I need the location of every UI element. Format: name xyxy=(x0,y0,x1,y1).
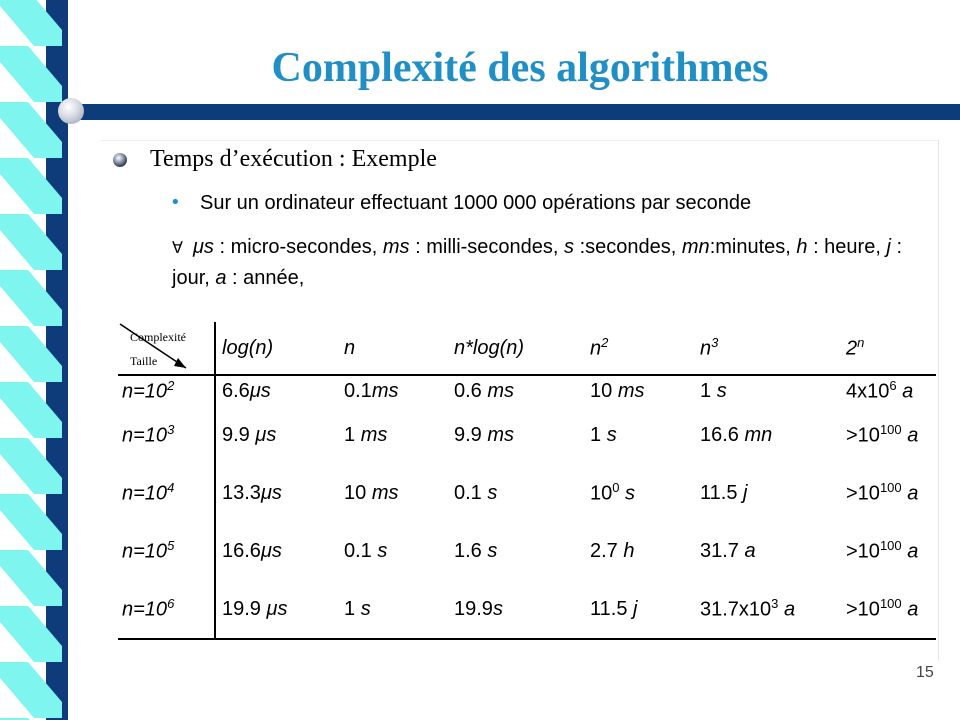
forall-symbol-icon: ∀ xyxy=(172,238,183,257)
table-row xyxy=(118,580,936,639)
column-header: log(n) xyxy=(215,322,338,375)
table-cell: 0.1 s xyxy=(344,539,388,562)
table-cell: 11.5 j xyxy=(584,580,694,639)
table-cell: 0.6 ms xyxy=(454,379,515,402)
unit-entry xyxy=(682,236,797,258)
table-cell: 1 s xyxy=(338,580,448,639)
table-cell: $>10^{100}$ a xyxy=(846,538,919,563)
table-cell: 10 ms xyxy=(590,379,645,402)
table-cell: 0.1ms xyxy=(344,379,399,402)
sphere-bullet-icon xyxy=(112,152,128,168)
column-header: 2$^n$ xyxy=(840,322,936,375)
table-cell: 16.6 mn xyxy=(700,423,773,446)
unit-entry xyxy=(215,267,304,289)
table-cell: $4x10^6$ a xyxy=(846,378,914,403)
bullet-heading: Temps d’exécution : Exemple xyxy=(150,146,437,172)
table-cell: 2.7 h xyxy=(590,539,635,562)
corner-label-complexity: Complexité xyxy=(130,330,186,344)
sub-bullet-dot-icon: • xyxy=(170,192,181,213)
table-cell: 11.5 j xyxy=(700,481,748,504)
page-number: 15 xyxy=(916,664,934,681)
table-cell: 13.3μs xyxy=(222,481,282,504)
table-cell: 0.1 s xyxy=(454,481,498,504)
table-cell: 1 s xyxy=(590,423,617,446)
table-cell: 16.6μs xyxy=(222,539,282,562)
unit-description: : micro-secondes, xyxy=(213,236,383,258)
table-cell: 31.7 a xyxy=(700,539,756,562)
row-label: $n=10^2$ xyxy=(118,375,215,406)
row-label: $n=10^6$ xyxy=(118,580,215,639)
unit-entry xyxy=(383,236,564,258)
title-underline-bar xyxy=(66,104,960,120)
unit-entry xyxy=(796,236,886,258)
title-bar-ball xyxy=(58,98,84,124)
table-cell: 1.6 s xyxy=(454,539,498,562)
unit-description: : heure, xyxy=(807,236,887,258)
corner-label-size: Taille xyxy=(130,354,158,368)
column-header: n*log(n) xyxy=(448,322,584,375)
row-label: $n=10^3$ xyxy=(118,406,215,464)
unit-symbol: μs xyxy=(192,236,214,258)
table-row xyxy=(118,406,936,464)
unit-description: :secondes, xyxy=(574,236,682,258)
table-cell: 9.9 μs xyxy=(222,423,277,446)
table-corner-cell xyxy=(118,322,215,375)
table-cell: 6.6μs xyxy=(222,379,271,402)
table-cell: $>10^{100}$ a xyxy=(840,580,936,639)
table-cell: 10 ms xyxy=(344,481,399,504)
unit-symbol: a xyxy=(215,267,227,289)
table-cell: 19.9 μs xyxy=(215,580,338,639)
unit-symbol: h xyxy=(796,236,808,258)
complexity-table xyxy=(118,322,936,650)
slide-title: Complexité des algorithmes xyxy=(271,45,769,91)
table-cell: $>10^{100}$ a xyxy=(846,480,919,505)
table-header-row xyxy=(118,322,936,375)
unit-description: : milli-secondes, xyxy=(409,236,565,258)
row-label: $n=10^4$ xyxy=(118,464,215,522)
column-header: $n^3$ xyxy=(694,322,840,375)
unit-symbol: mn xyxy=(681,236,710,258)
unit-entry xyxy=(564,236,682,258)
unit-symbol: s xyxy=(564,236,575,258)
table-cell: 19.9s xyxy=(448,580,584,639)
row-label: $n=10^5$ xyxy=(118,522,215,580)
unit-entry xyxy=(193,236,383,258)
table-cell: $10^0$ s xyxy=(590,480,636,505)
unit-symbol: j xyxy=(886,236,891,258)
unit-description: : jour, xyxy=(172,236,903,289)
table-row xyxy=(118,464,936,522)
table-row xyxy=(118,375,936,406)
unit-description: : année, xyxy=(226,267,305,289)
column-header: n xyxy=(338,322,448,375)
table-cell: 9.9 ms xyxy=(454,423,515,446)
table-cell: 1 s xyxy=(700,379,727,402)
table-cell: $31.7x10^3$ a xyxy=(694,580,840,639)
units-legend xyxy=(172,232,932,293)
column-header: $n^2$ xyxy=(584,322,694,375)
unit-symbol: ms xyxy=(382,236,410,258)
frame-line-top xyxy=(100,140,938,141)
table-row xyxy=(118,522,936,580)
frame-line-right xyxy=(938,140,939,660)
sub-bullet-text: Sur un ordinateur effectuant 1000 000 opérations par seconde xyxy=(200,192,752,214)
unit-description: :minutes, xyxy=(709,236,797,258)
table-cell: 1 ms xyxy=(344,423,388,446)
table-cell: $>10^{100}$ a xyxy=(846,422,919,447)
